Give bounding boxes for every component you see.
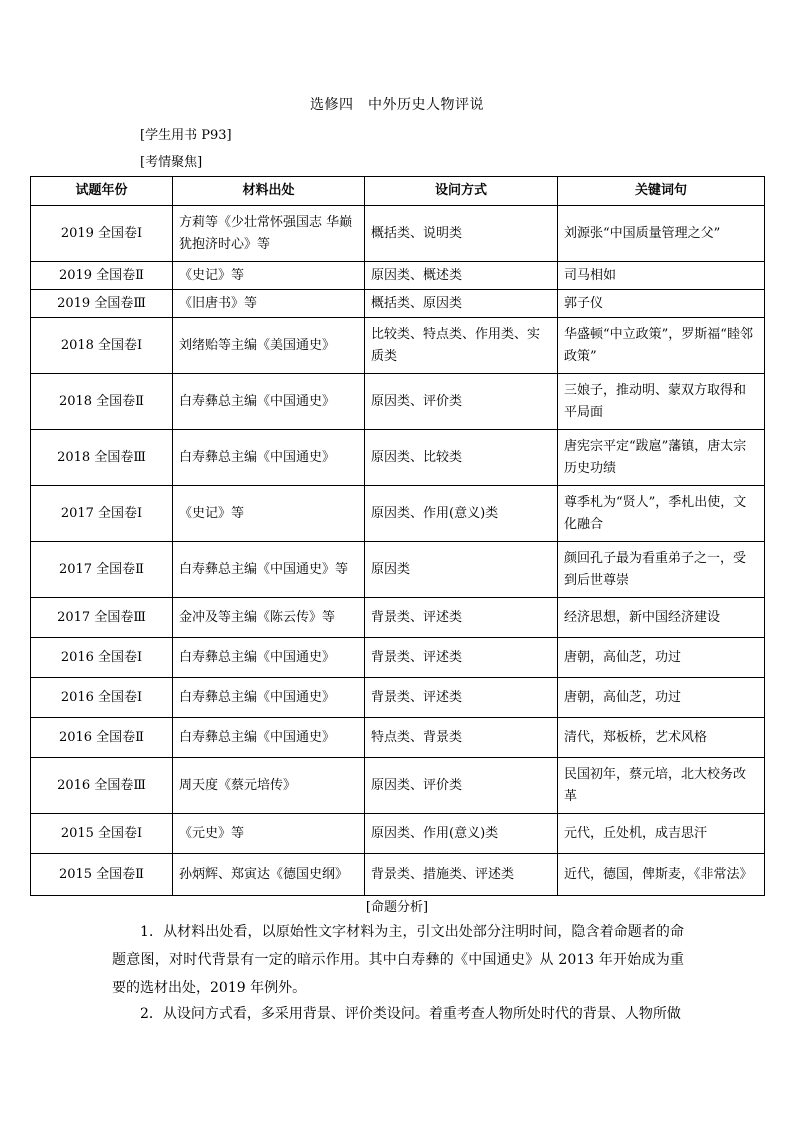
cell-source: 《旧唐书》等 xyxy=(173,290,365,318)
header-source: 材料出处 xyxy=(173,177,365,206)
cell-source: 刘绪贻等主编《美国通史》 xyxy=(173,318,365,374)
analysis-paragraph: 2．从设问方式看，多采用背景、评价类设问。着重考查人物所处时代的背景、人物所做 xyxy=(140,1006,681,1022)
cell-source: 周天度《蔡元培传》 xyxy=(173,758,365,814)
cell-keywords: 经济思想，新中国经济建设 xyxy=(558,598,765,638)
cell-source: 白寿彝总主编《中国通史》 xyxy=(173,430,365,486)
table-row xyxy=(31,718,765,758)
cell-question-type: 比较类、特点类、作用类、实质类 xyxy=(365,318,558,374)
cell-keywords: 清代，郑板桥，艺术风格 xyxy=(558,718,765,758)
cell-keywords: 郭子仪 xyxy=(558,290,765,318)
cell-question-type: 背景类、措施类、评述类 xyxy=(365,854,558,896)
table-row xyxy=(31,374,765,430)
table-row xyxy=(31,262,765,290)
header-question-type: 设问方式 xyxy=(365,177,558,206)
cell-year: 2017 全国卷Ⅰ xyxy=(31,486,173,542)
page-title: 选修四 中外历史人物评说 xyxy=(310,97,484,113)
analysis-paragraph: 1．从材料出处看，以原始性文字材料为主，引文出处部分注明时间，隐含着命题者的命题意图，对时代背景有一定的暗示作用。其中白寿彝的《中国通史》从 2013 年开始成为重要的选材出处，2019 年例外。 xyxy=(112,924,684,996)
table-row xyxy=(31,206,765,262)
cell-source: 《史记》等 xyxy=(173,262,365,290)
cell-keywords: 刘源张“中国质量管理之父” xyxy=(558,206,765,262)
cell-question-type: 原因类、评价类 xyxy=(365,374,558,430)
analysis-title: [命题分析] xyxy=(365,900,429,915)
cell-source: 白寿彝总主编《中国通史》 xyxy=(173,374,365,430)
cell-source: 白寿彝总主编《中国通史》 xyxy=(173,678,365,718)
table-row xyxy=(31,542,765,598)
cell-year: 2019 全国卷Ⅰ xyxy=(31,206,173,262)
section-label: [考情聚焦] xyxy=(140,155,203,170)
cell-question-type: 背景类、评述类 xyxy=(365,678,558,718)
cell-question-type: 概括类、原因类 xyxy=(365,290,558,318)
table-row xyxy=(31,638,765,678)
cell-source: 白寿彝总主编《中国通史》等 xyxy=(173,542,365,598)
table-row xyxy=(31,678,765,718)
cell-year: 2018 全国卷Ⅱ xyxy=(31,374,173,430)
cell-keywords: 唐宪宗平定“跋扈”藩镇，唐太宗历史功绩 xyxy=(558,430,765,486)
cell-question-type: 特点类、背景类 xyxy=(365,718,558,758)
table-row xyxy=(31,814,765,854)
cell-question-type: 概括类、说明类 xyxy=(365,206,558,262)
cell-source: 孙炳辉、郑寅达《德国史纲》 xyxy=(173,854,365,896)
cell-year: 2016 全国卷Ⅰ xyxy=(31,638,173,678)
cell-keywords: 民国初年，蔡元培，北大校务改革 xyxy=(558,758,765,814)
cell-source: 方莉等《少壮常怀强国志 华巅犹抱济时心》等 xyxy=(173,206,365,262)
cell-year: 2015 全国卷Ⅱ xyxy=(31,854,173,896)
table-row xyxy=(31,854,765,896)
cell-question-type: 原因类、作用(意义)类 xyxy=(365,486,558,542)
header-keywords: 关键词句 xyxy=(558,177,765,206)
table-row xyxy=(31,486,765,542)
cell-year: 2016 全国卷Ⅱ xyxy=(31,718,173,758)
cell-question-type: 背景类、评述类 xyxy=(365,638,558,678)
cell-keywords: 颜回孔子最为看重弟子之一，受到后世尊崇 xyxy=(558,542,765,598)
exam-table xyxy=(30,176,765,896)
cell-question-type: 原因类、比较类 xyxy=(365,430,558,486)
cell-keywords: 元代，丘处机，成吉思汗 xyxy=(558,814,765,854)
table-row xyxy=(31,598,765,638)
table-header-row xyxy=(31,177,765,206)
cell-source: 白寿彝总主编《中国通史》 xyxy=(173,638,365,678)
cell-keywords: 司马相如 xyxy=(558,262,765,290)
cell-question-type: 原因类 xyxy=(365,542,558,598)
cell-year: 2019 全国卷Ⅱ xyxy=(31,262,173,290)
cell-year: 2017 全国卷Ⅱ xyxy=(31,542,173,598)
cell-keywords: 三娘子，推动明、蒙双方取得和平局面 xyxy=(558,374,765,430)
table-row xyxy=(31,758,765,814)
cell-source: 金冲及等主编《陈云传》等 xyxy=(173,598,365,638)
cell-year: 2015 全国卷Ⅰ xyxy=(31,814,173,854)
cell-year: 2016 全国卷Ⅰ xyxy=(31,678,173,718)
cell-question-type: 原因类、概述类 xyxy=(365,262,558,290)
cell-year: 2016 全国卷Ⅲ xyxy=(31,758,173,814)
cell-keywords: 唐朝，高仙芝，功过 xyxy=(558,678,765,718)
cell-source: 白寿彝总主编《中国通史》 xyxy=(173,718,365,758)
cell-keywords: 华盛顿“中立政策”，罗斯福“睦邻政策” xyxy=(558,318,765,374)
cell-keywords: 近代，德国，俾斯麦，《非常法》 xyxy=(558,854,765,896)
book-reference: [学生用书 P93] xyxy=(140,128,232,143)
cell-source: 《元史》等 xyxy=(173,814,365,854)
cell-source: 《史记》等 xyxy=(173,486,365,542)
cell-keywords: 尊季札为“贤人”，季札出使，文化融合 xyxy=(558,486,765,542)
cell-year: 2019 全国卷Ⅲ xyxy=(31,290,173,318)
cell-year: 2018 全国卷Ⅰ xyxy=(31,318,173,374)
cell-year: 2018 全国卷Ⅲ xyxy=(31,430,173,486)
header-year: 试题年份 xyxy=(31,177,173,206)
cell-keywords: 唐朝，高仙芝，功过 xyxy=(558,638,765,678)
cell-question-type: 原因类、作用(意义)类 xyxy=(365,814,558,854)
cell-question-type: 原因类、评价类 xyxy=(365,758,558,814)
table-row xyxy=(31,290,765,318)
cell-question-type: 背景类、评述类 xyxy=(365,598,558,638)
cell-year: 2017 全国卷Ⅲ xyxy=(31,598,173,638)
table-row xyxy=(31,430,765,486)
table-row xyxy=(31,318,765,374)
